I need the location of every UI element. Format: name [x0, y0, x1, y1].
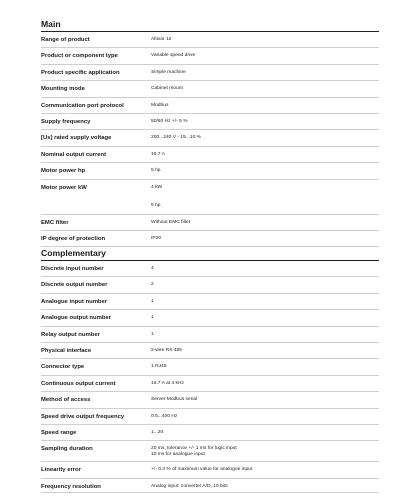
spec-value: 200...240 V - 15...10 % — [151, 135, 202, 141]
spec-value: 4 kW 5 hp — [151, 184, 163, 208]
spec-label: Product or component type — [41, 53, 118, 60]
spec-value: 16.7 A — [151, 151, 165, 157]
spec-value: Cabinet mount — [151, 86, 183, 92]
spec-label: Range of product — [41, 37, 90, 43]
spec-row — [41, 98, 379, 114]
spec-table — [41, 261, 379, 493]
spec-row — [41, 409, 379, 425]
spec-value: 2 — [151, 282, 154, 288]
spec-row — [41, 81, 379, 97]
spec-label: Motor power kW — [41, 184, 87, 191]
spec-row — [41, 294, 379, 310]
spec-row — [41, 147, 379, 163]
spec-value: 1 — [151, 315, 154, 321]
section-main — [41, 18, 379, 247]
spec-value: Modbus — [151, 102, 169, 108]
spec-value: 0.5...400 Hz — [151, 413, 178, 419]
spec-label: Supply frequency — [41, 118, 91, 125]
spec-row — [41, 462, 379, 478]
spec-row — [41, 327, 379, 343]
spec-label: Speed range — [41, 429, 77, 436]
section-title: Complementary — [41, 247, 379, 261]
spec-row — [41, 359, 379, 375]
spec-label: Frequency resolution — [41, 483, 101, 490]
spec-row — [41, 261, 379, 277]
spec-label: Discrete input number — [41, 266, 104, 272]
spec-row — [41, 425, 379, 441]
spec-label: Relay output number — [41, 331, 100, 338]
spec-label: Method of access — [41, 397, 91, 404]
spec-row — [41, 65, 379, 81]
spec-row — [41, 180, 379, 215]
spec-row — [41, 441, 379, 462]
spec-value: 50/60 Hz +/- 5 % — [151, 118, 188, 124]
spec-value: Server Modbus serial — [151, 397, 198, 403]
spec-row — [41, 479, 379, 493]
spec-value: IP20 — [151, 235, 162, 241]
spec-row — [41, 231, 379, 247]
spec-value: 1 — [151, 331, 154, 337]
spec-row — [41, 392, 379, 408]
spec-label: Product specific application — [41, 69, 120, 76]
spec-value: +/- 0.3 % of maximum value for analogue input — [151, 467, 253, 473]
spec-value: 2-wire RS 485 — [151, 347, 182, 353]
spec-label: Analogue output number — [41, 315, 112, 322]
spec-value: 1 — [151, 298, 154, 304]
spec-value: Simple machine — [151, 69, 186, 75]
spec-label: Nominal output current — [41, 151, 107, 158]
spec-value: Analog input: converter A/D, 10 bits — [151, 483, 228, 489]
section-complementary — [41, 247, 379, 493]
spec-value: 16.7 A at 4 kHz — [151, 380, 184, 386]
spec-label: Physical interface — [41, 347, 92, 354]
spec-label: Motor power hp — [41, 168, 86, 175]
spec-row — [41, 32, 379, 48]
spec-label: Speed drive output frequency — [41, 413, 125, 420]
spec-row — [41, 114, 379, 130]
spec-row — [41, 376, 379, 392]
spec-value: Altivar 12 — [151, 37, 172, 42]
spec-label: IP degree of protection — [41, 235, 106, 242]
spec-table — [41, 32, 379, 247]
spec-label: EMC filter — [41, 219, 69, 226]
spec-value: 1 RJ45 — [151, 364, 167, 370]
spec-value: 5 hp — [151, 168, 161, 174]
spec-row — [41, 277, 379, 293]
spec-value: Variable speed drive — [151, 53, 196, 59]
spec-row — [41, 163, 379, 179]
spec-label: Connector type — [41, 364, 85, 371]
spec-value: 20 ms, tolerance +/- 1 ms for logic input 10 ms for analogue input — [151, 446, 237, 458]
spec-row — [41, 310, 379, 326]
spec-row — [41, 343, 379, 359]
spec-label: Continuous output current — [41, 380, 116, 387]
spec-label: Communication port protocol — [41, 102, 124, 109]
spec-value: Without EMC filter — [151, 219, 191, 225]
spec-row — [41, 48, 379, 64]
spec-value: 1...20 — [151, 429, 164, 435]
spec-value: 4 — [151, 266, 154, 271]
spec-label: Mounting mode — [41, 86, 85, 93]
spec-label: Linearity error — [41, 467, 81, 474]
section-title: Main — [41, 18, 379, 32]
spec-label: Analogue input number — [41, 298, 108, 305]
spec-row — [41, 130, 379, 146]
spec-label: Sampling duration — [41, 446, 93, 453]
spec-label: Discrete output number — [41, 282, 108, 289]
spec-label: [Us] rated supply voltage — [41, 135, 112, 142]
spec-row — [41, 215, 379, 231]
